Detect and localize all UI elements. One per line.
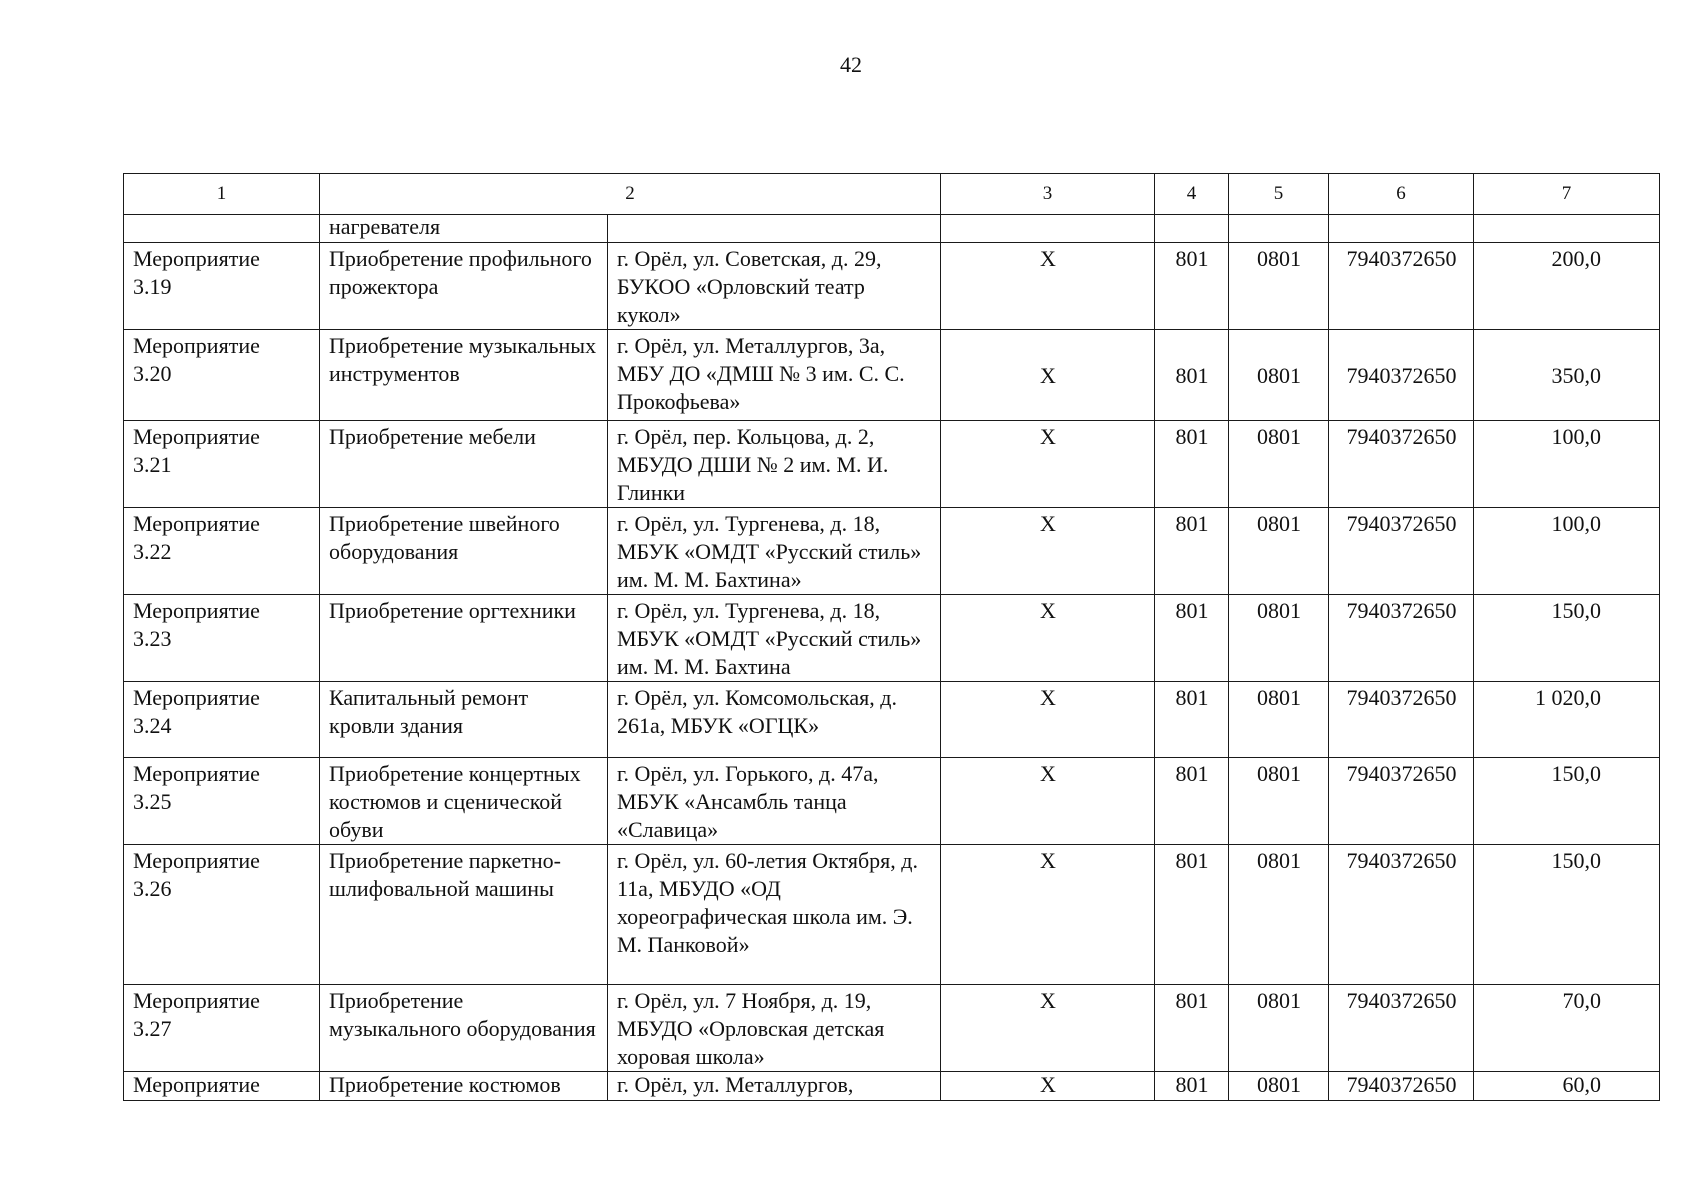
item-cell: Капитальный ремонт кровли здания — [320, 682, 608, 758]
col3-cell: Х — [941, 421, 1155, 508]
col6-cell: 7940372650 — [1329, 1072, 1474, 1101]
col5-cell: 0801 — [1229, 682, 1329, 758]
page-number: 42 — [840, 52, 862, 77]
col4-cell: 801 — [1155, 421, 1229, 508]
col3-cell: Х — [941, 1072, 1155, 1101]
cont-cell-7 — [1474, 215, 1660, 243]
label-cell — [124, 508, 320, 595]
label-cell — [124, 330, 320, 421]
event-label: Мероприятие — [133, 424, 260, 449]
col7-cell: 100,0 — [1474, 508, 1660, 595]
event-label: Мероприятие — [133, 1072, 260, 1097]
item-cell: Приобретение костюмов — [320, 1072, 608, 1101]
cont-cell-location — [608, 215, 941, 243]
location-cell: г. Орёл, пер. Кольцова, д. 2, МБУДО ДШИ № 2 им. М. И. Глинки — [608, 421, 941, 508]
label-cell — [124, 682, 320, 758]
location-cell: г. Орёл, ул. Советская, д. 29, БУКОО «Орловский театр кукол» — [608, 243, 941, 330]
col7-cell: 200,0 — [1474, 243, 1660, 330]
col7-cell: 1 020,0 — [1474, 682, 1660, 758]
table-row — [124, 243, 1660, 330]
col3-cell: Х — [941, 330, 1155, 421]
label-cell — [124, 421, 320, 508]
event-number: 3.27 — [133, 1016, 172, 1041]
cont-cell-3 — [941, 215, 1155, 243]
col6-cell: 7940372650 — [1329, 508, 1474, 595]
event-label: Мероприятие — [133, 598, 260, 623]
col5-cell: 0801 — [1229, 243, 1329, 330]
event-number: 3.23 — [133, 626, 172, 651]
location-cell: г. Орёл, ул. 7 Ноября, д. 19, МБУДО «Орловская детская хоровая школа» — [608, 985, 941, 1072]
col4-cell: 801 — [1155, 595, 1229, 682]
table-row — [124, 985, 1660, 1072]
label-cell — [124, 595, 320, 682]
col5-cell: 0801 — [1229, 758, 1329, 845]
col3-cell: Х — [941, 758, 1155, 845]
col6-cell: 7940372650 — [1329, 595, 1474, 682]
col4-cell: 801 — [1155, 758, 1229, 845]
col4-cell: 801 — [1155, 682, 1229, 758]
label-cell — [124, 758, 320, 845]
event-label: Мероприятие — [133, 511, 260, 536]
location-cell: г. Орёл, ул. Тургенева, д. 18, МБУК «ОМДТ «Русский стиль» им. М. М. Бахтина» — [608, 508, 941, 595]
col4-cell: 801 — [1155, 243, 1229, 330]
location-cell: г. Орёл, ул. Тургенева, д. 18, МБУК «ОМДТ «Русский стиль» им. М. М. Бахтина — [608, 595, 941, 682]
col5-cell: 0801 — [1229, 508, 1329, 595]
table-row — [124, 682, 1660, 758]
header-cell-6: 6 — [1329, 174, 1474, 215]
location-cell: г. Орёл, ул. 60-летия Октября, д. 11а, МБУДО «ОД хореографическая школа им. Э. М. Панковой» — [608, 845, 941, 985]
table-row — [124, 758, 1660, 845]
table-row — [124, 508, 1660, 595]
cont-cell-1 — [124, 215, 320, 243]
cont-cell-6 — [1329, 215, 1474, 243]
col3-cell: Х — [941, 682, 1155, 758]
event-label: Мероприятие — [133, 761, 260, 786]
header-cell-4: 4 — [1155, 174, 1229, 215]
event-label: Мероприятие — [133, 246, 260, 271]
col7-cell: 150,0 — [1474, 595, 1660, 682]
col7-cell: 70,0 — [1474, 985, 1660, 1072]
cont-cell-5 — [1229, 215, 1329, 243]
header-cell-3: 3 — [941, 174, 1155, 215]
col3-cell: Х — [941, 595, 1155, 682]
event-number: 3.25 — [133, 789, 172, 814]
item-cell: Приобретение паркетно-шлифовальной машины — [320, 845, 608, 985]
col6-cell: 7940372650 — [1329, 758, 1474, 845]
event-label: Мероприятие — [133, 988, 260, 1013]
header-cell-1: 1 — [124, 174, 320, 215]
col5-cell: 0801 — [1229, 595, 1329, 682]
event-number: 3.19 — [133, 274, 172, 299]
event-number: 3.22 — [133, 539, 172, 564]
col6-cell: 7940372650 — [1329, 421, 1474, 508]
event-label: Мероприятие — [133, 848, 260, 873]
label-cell — [124, 1072, 320, 1101]
col4-cell: 801 — [1155, 845, 1229, 985]
col5-cell: 0801 — [1229, 421, 1329, 508]
continuation-row — [124, 215, 1660, 243]
col7-cell: 350,0 — [1474, 330, 1660, 421]
col7-cell: 100,0 — [1474, 421, 1660, 508]
col7-cell: 150,0 — [1474, 758, 1660, 845]
col5-cell: 0801 — [1229, 845, 1329, 985]
col5-cell: 0801 — [1229, 985, 1329, 1072]
col3-cell: Х — [941, 508, 1155, 595]
col4-cell: 801 — [1155, 508, 1229, 595]
header-cell-2: 2 — [320, 174, 941, 215]
col4-cell: 801 — [1155, 1072, 1229, 1101]
col3-cell: Х — [941, 845, 1155, 985]
header-row — [124, 174, 1660, 215]
item-cell: Приобретение швейного оборудования — [320, 508, 608, 595]
table-row — [124, 421, 1660, 508]
item-cell: Приобретение музыкальных инструментов — [320, 330, 608, 421]
header-cell-7: 7 — [1474, 174, 1660, 215]
event-number: 3.24 — [133, 713, 172, 738]
budget-table — [123, 173, 1660, 1101]
cont-cell-item: нагревателя — [320, 215, 608, 243]
location-cell: г. Орёл, ул. Металлургов, — [608, 1072, 941, 1101]
table-row — [124, 595, 1660, 682]
item-cell: Приобретение оргтехники — [320, 595, 608, 682]
event-label: Мероприятие — [133, 685, 260, 710]
col6-cell: 7940372650 — [1329, 682, 1474, 758]
col4-cell: 801 — [1155, 985, 1229, 1072]
col6-cell: 7940372650 — [1329, 985, 1474, 1072]
col6-cell: 7940372650 — [1329, 845, 1474, 985]
col3-cell: Х — [941, 985, 1155, 1072]
item-cell: Приобретение мебели — [320, 421, 608, 508]
table-row — [124, 330, 1660, 421]
col6-cell: 7940372650 — [1329, 243, 1474, 330]
location-cell: г. Орёл, ул. Металлургов, 3а, МБУ ДО «ДМШ № 3 им. С. С. Прокофьева» — [608, 330, 941, 421]
table-row — [124, 1072, 1660, 1101]
event-number: 3.20 — [133, 361, 172, 386]
event-number: 3.21 — [133, 452, 172, 477]
location-cell: г. Орёл, ул. Горького, д. 47а, МБУК «Ансамбль танца «Славица» — [608, 758, 941, 845]
col7-cell: 150,0 — [1474, 845, 1660, 985]
col5-cell: 0801 — [1229, 1072, 1329, 1101]
header-cell-5: 5 — [1229, 174, 1329, 215]
location-cell: г. Орёл, ул. Комсомольская, д. 261а, МБУК «ОГЦК» — [608, 682, 941, 758]
event-number: 3.26 — [133, 876, 172, 901]
label-cell — [124, 845, 320, 985]
col4-cell: 801 — [1155, 330, 1229, 421]
event-label: Мероприятие — [133, 333, 260, 358]
col6-cell: 7940372650 — [1329, 330, 1474, 421]
col3-cell: Х — [941, 243, 1155, 330]
item-cell: Приобретение профильного прожектора — [320, 243, 608, 330]
cont-cell-4 — [1155, 215, 1229, 243]
item-cell: Приобретение музыкального оборудования — [320, 985, 608, 1072]
col5-cell: 0801 — [1229, 330, 1329, 421]
label-cell — [124, 985, 320, 1072]
label-cell — [124, 243, 320, 330]
col7-cell: 60,0 — [1474, 1072, 1660, 1101]
item-cell: Приобретение концертных костюмов и сценической обуви — [320, 758, 608, 845]
table-row — [124, 845, 1660, 985]
